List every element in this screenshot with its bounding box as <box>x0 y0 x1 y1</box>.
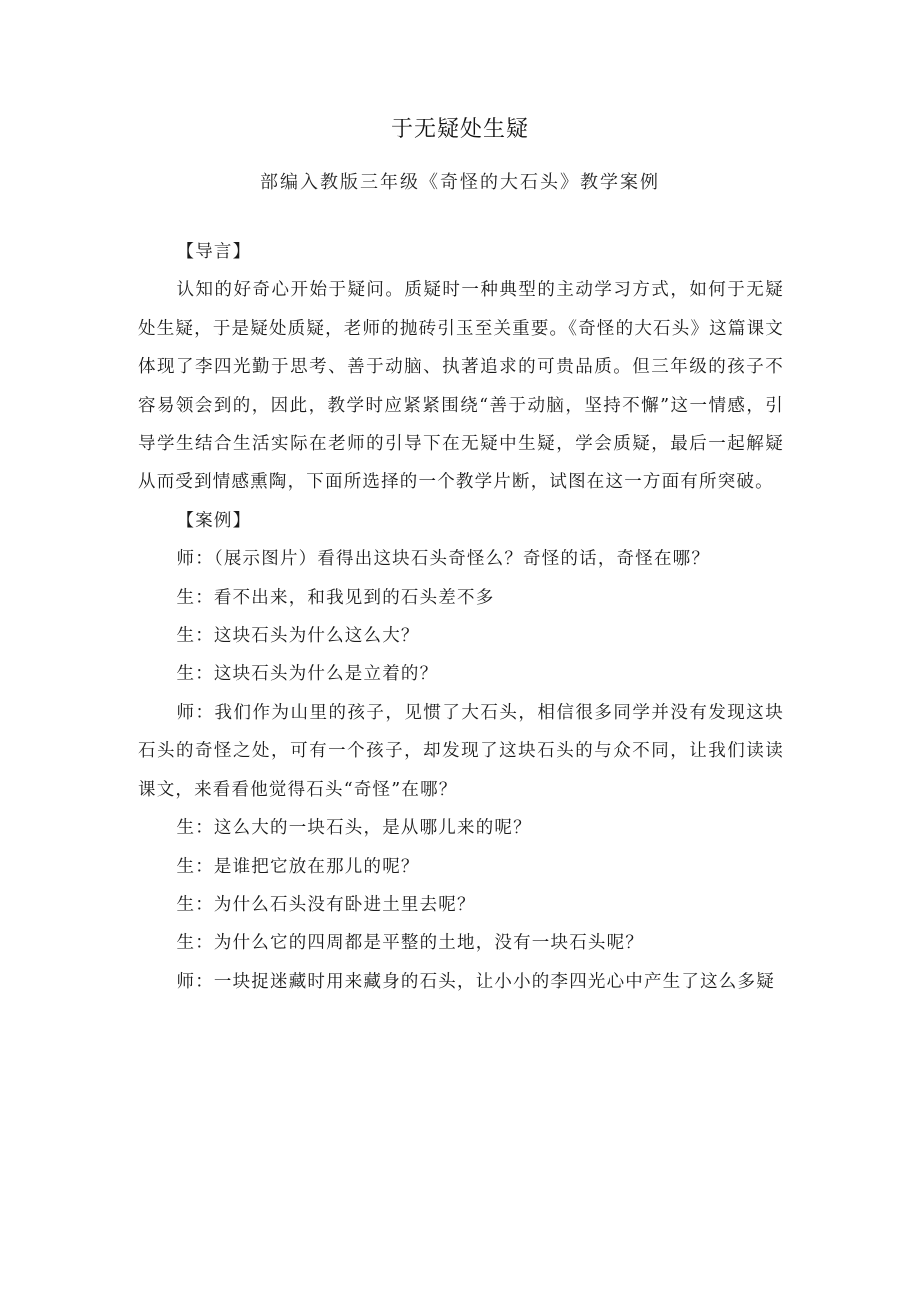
document-body <box>138 233 784 1001</box>
dialogue-line: 生：这么大的一块石头，是从哪儿来的呢？ <box>176 818 532 839</box>
document-subtitle: 部编入教版三年级《奇怪的大石头》教学案例 <box>260 172 660 193</box>
intro-heading: 【导言】 <box>176 242 252 262</box>
document-title: 于无疑处生疑 <box>390 117 529 142</box>
dialogue-line: 师：一块捉迷藏时用来藏身的石头，让小小的李四光心中产生了这么多疑 <box>176 971 775 992</box>
dialogue-line: 生：是谁把它放在那儿的呢？ <box>176 856 420 877</box>
dialogue-line: 师：我们作为山里的孩子，见惯了大石头，相信很多同学并没有发现这块石头的奇怪之处，可有一个孩子，却发现了这块石头的与众不同，让我们读读课文，来看看他觉得石头“奇怪”在哪？ <box>138 702 784 800</box>
intro-paragraph: 认知的好奇心开始于疑问。质疑时一种典型的主动学习方式，如何于无疑处生疑，于是疑处质疑，老师的抛砖引玉至关重要。《奇怪的大石头》这篇课文体现了李四光勤于思考、善于动脑、执著追求的可贵品质。但三年级的孩子不容易领会到的，因此，教学时应紧紧围绕“善于动脑，坚持不懈”这一情感，引导学生结合生活实际在老师的引导下在无疑中生疑，学会质疑，最后一起解疑从而受到情感熏陶，下面所选择的一个教学片断，试图在这一方面有所突破。 <box>138 280 784 493</box>
dialogue-line: 生：这块石头为什么这么大？ <box>176 626 420 647</box>
dialogue-line: 生：为什么它的四周都是平整的土地，没有一块石头呢？ <box>176 933 644 954</box>
case-heading: 【案例】 <box>176 510 252 531</box>
dialogue-line: 生：为什么石头没有卧进土里去呢？ <box>176 894 476 915</box>
dialogue-line: 生：看不出来，和我见到的石头差不多 <box>176 587 495 608</box>
dialogue-line: 生：这块石头为什么是立着的？ <box>176 664 439 685</box>
dialogue-line: 师：（展示图片）看得出这块石头奇怪么？奇怪的话，奇怪在哪？ <box>176 549 711 570</box>
